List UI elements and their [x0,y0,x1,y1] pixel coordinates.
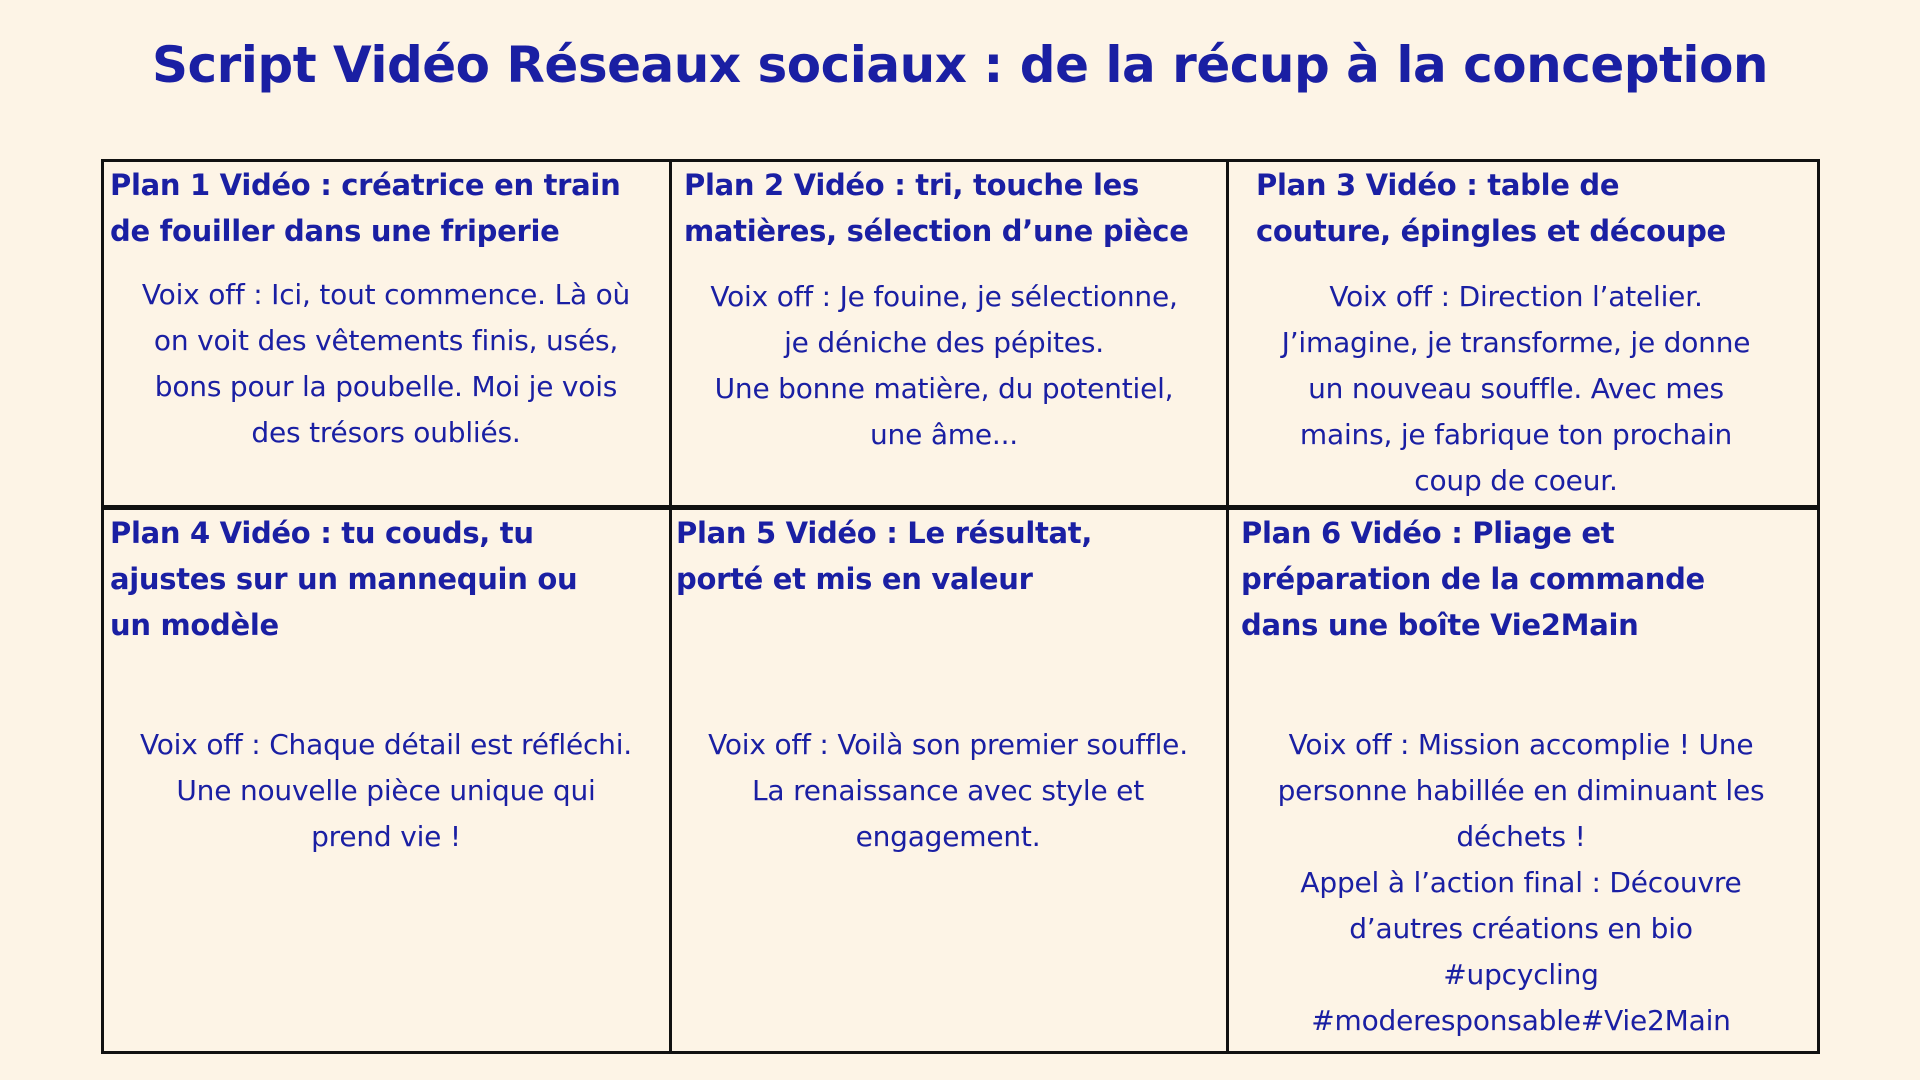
plan-2-heading: Plan 2 Vidéo : tri, touche les matières, sélection d’une pièce [684,168,1189,248]
plan-4-heading: Plan 4 Vidéo : tu couds, tu ajustes sur un mannequin ou un modèle [110,516,578,642]
plan-3-heading: Plan 3 Vidéo : table de couture, épingles et découpe [1256,168,1726,248]
plan-5-heading: Plan 5 Vidéo : Le résultat, porté et mis en valeur [676,516,1093,596]
column-divider [1226,162,1229,1051]
plan-2-voiceover: Voix off : Je fouine, je sélectionne, je déniche des pépites. Une bonne matière, du potentiel, une âme... [710,280,1178,451]
plan-1-cell [108,162,668,505]
plan-1-heading: Plan 1 Vidéo : créatrice en train de fouiller dans une friperie [110,168,621,248]
plan-6-voiceover: Voix off : Mission accomplie ! Une personne habillée en diminuant les déchets ! Appel à l’action final : Découvre d’autres créations en bio #upcycling #moderesponsable#Vie2Main [1277,728,1765,1037]
plan-5-cell [674,510,1224,1051]
plan-3-cell [1231,162,1816,505]
plan-4-cell [108,510,668,1051]
storyboard-table [101,159,1820,1054]
plan-3-voiceover: Voix off : Direction l’atelier. J’imagine, je transforme, je donne un nouveau souffle. Avec mes mains, je fabrique ton prochain coup de coeur. [1281,280,1751,497]
plan-1-voiceover: Voix off : Ici, tout commence. Là où on voit des vêtements finis, usés, bons pour la poubelle. Moi je vois des trésors oubliés. [141,278,631,449]
plan-2-cell [674,162,1224,505]
plan-4-voiceover: Voix off : Chaque détail est réfléchi. Une nouvelle pièce unique qui prend vie ! [139,728,633,853]
plan-6-heading: Plan 6 Vidéo : Pliage et préparation de la commande dans une boîte Vie2Main [1241,516,1705,642]
plan-5-voiceover: Voix off : Voilà son premier souffle. La renaissance avec style et engagement. [708,728,1188,853]
plan-6-cell [1231,510,1816,1051]
column-divider [669,162,672,1051]
page-title: Script Vidéo Réseaux sociaux : de la récup à la conception [151,36,1769,94]
